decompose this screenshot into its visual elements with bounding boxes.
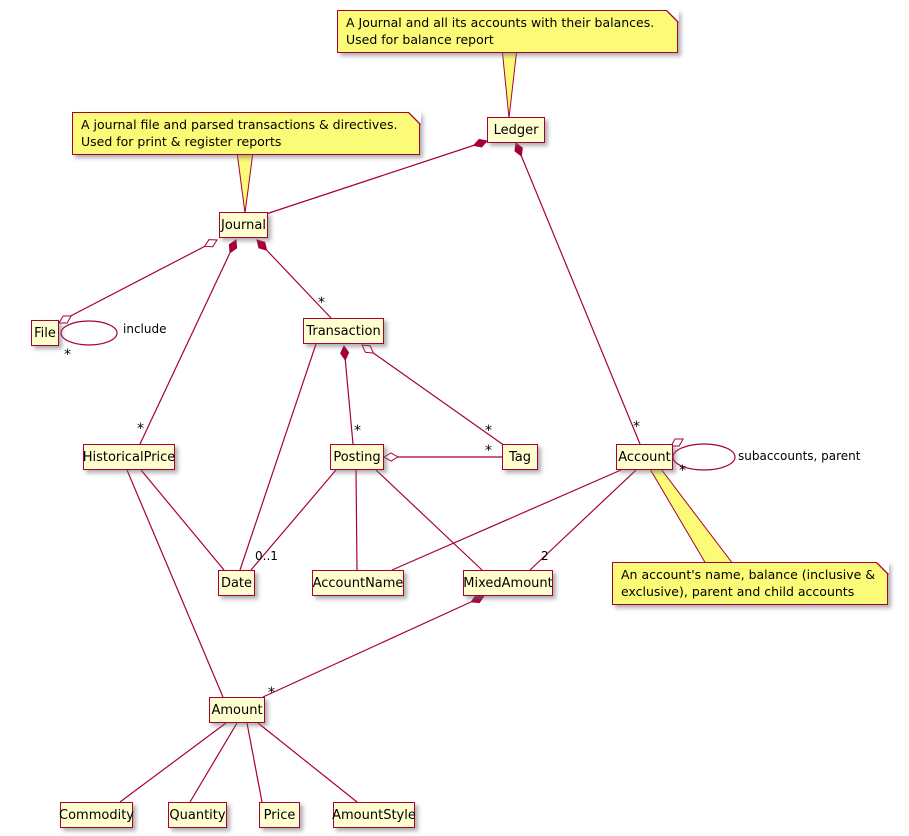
class-file bbox=[31, 320, 59, 346]
class-quantity bbox=[168, 802, 227, 828]
multiplicity-posting-tag: * bbox=[485, 443, 492, 459]
edge-amount-price bbox=[247, 723, 262, 802]
composition-diamond-journal-historicalprice bbox=[226, 238, 239, 254]
class-label: Transaction bbox=[306, 323, 381, 339]
class-transaction bbox=[303, 318, 384, 344]
note-fold-icon bbox=[876, 562, 889, 575]
multiplicity-ledger-account: * bbox=[633, 419, 640, 435]
edge-posting-accountname bbox=[356, 470, 357, 570]
class-amount bbox=[209, 697, 265, 723]
class-mixedamount bbox=[463, 570, 553, 596]
edge-label-include: include bbox=[123, 322, 167, 336]
note-fold-icon bbox=[408, 112, 421, 125]
note-text-line: exclusive), parent and child accounts bbox=[621, 584, 855, 599]
multiplicity-journal-transaction: * bbox=[318, 295, 325, 311]
class-label: AmountStyle bbox=[332, 807, 416, 823]
class-accountname bbox=[312, 570, 404, 596]
note-ledger bbox=[337, 10, 678, 53]
class-label: Posting bbox=[333, 449, 381, 465]
edge-transaction-date bbox=[240, 344, 316, 570]
edge-historicalprice-amount bbox=[127, 470, 223, 697]
edge-ledger-account bbox=[516, 143, 640, 444]
class-label: Commodity bbox=[59, 807, 134, 823]
class-label: Date bbox=[220, 575, 253, 591]
note-text-line: An account's name, balance (inclusive & bbox=[621, 567, 876, 582]
class-posting bbox=[330, 444, 384, 470]
class-historicalprice bbox=[83, 444, 175, 470]
multiplicity-transaction-tag: * bbox=[485, 423, 492, 439]
note-connector-account bbox=[650, 469, 733, 564]
composition-diamond-transaction-posting bbox=[340, 346, 349, 361]
edge-file-self-loop bbox=[61, 321, 117, 345]
composition-diamond-journal-transaction bbox=[254, 237, 269, 253]
class-account bbox=[616, 444, 673, 470]
edge-mixedamount-amount bbox=[263, 596, 484, 697]
edge-journal-file bbox=[59, 240, 217, 322]
note-text-line: A journal file and parsed transactions & directives. bbox=[81, 117, 398, 132]
class-label: HistoricalPrice bbox=[82, 449, 176, 465]
class-date bbox=[218, 570, 255, 596]
note-connector-ledger bbox=[502, 48, 517, 118]
class-commodity bbox=[60, 802, 133, 828]
class-label: Amount bbox=[211, 702, 263, 718]
edge-label-subaccounts-parent: subaccounts, parent bbox=[738, 449, 861, 463]
class-label: Ledger bbox=[493, 122, 539, 138]
class-label: MixedAmount bbox=[463, 575, 553, 591]
class-ledger bbox=[487, 117, 545, 143]
multiplicity-account-mixedamount: 2 bbox=[541, 549, 549, 563]
class-amountstyle bbox=[333, 802, 415, 828]
multiplicity-posting-date: 0..1 bbox=[255, 549, 278, 563]
edge-transaction-tag bbox=[362, 345, 505, 446]
multiplicity-transaction-posting: * bbox=[354, 423, 361, 439]
class-label: Quantity bbox=[169, 807, 226, 823]
class-journal bbox=[219, 212, 268, 238]
note-text-line: Used for balance report bbox=[346, 32, 494, 47]
edge-historicalprice-date bbox=[141, 470, 224, 570]
aggregation-diamond-posting-tag bbox=[384, 453, 398, 461]
note-text-line: Used for print & register reports bbox=[81, 134, 282, 149]
class-label: Journal bbox=[221, 217, 266, 233]
aggregation-diamond-journal-file bbox=[203, 236, 219, 250]
edge-amount-quantity bbox=[190, 723, 237, 802]
edge-amount-amountstyle bbox=[258, 723, 357, 802]
composition-diamond-ledger-account bbox=[512, 141, 525, 157]
multiplicity-account-self: * bbox=[679, 463, 686, 479]
composition-diamond-ledger-journal bbox=[472, 137, 488, 149]
multiplicity-file-self: * bbox=[64, 347, 71, 363]
note-connector-journal bbox=[237, 152, 253, 213]
multiplicity-journal-historicalprice: * bbox=[137, 421, 144, 437]
class-tag bbox=[502, 444, 538, 470]
note-journal bbox=[72, 112, 420, 155]
edge-account-accountname bbox=[392, 470, 621, 570]
class-label: Tag bbox=[508, 449, 531, 465]
edge-journal-historicalprice bbox=[140, 240, 236, 444]
class-label: Account bbox=[618, 449, 671, 465]
multiplicity-mixedamount-amount: * bbox=[268, 685, 275, 701]
class-label: AccountName bbox=[312, 575, 404, 591]
class-label: File bbox=[34, 325, 56, 341]
note-account bbox=[612, 562, 888, 605]
note-fold-icon bbox=[666, 10, 679, 23]
class-label: Price bbox=[263, 807, 296, 823]
note-text-line: A Journal and all its accounts with their balances. bbox=[346, 15, 655, 30]
edge-amount-commodity bbox=[120, 723, 226, 802]
class-price bbox=[259, 802, 300, 828]
edge-posting-mixedamount bbox=[376, 470, 482, 570]
